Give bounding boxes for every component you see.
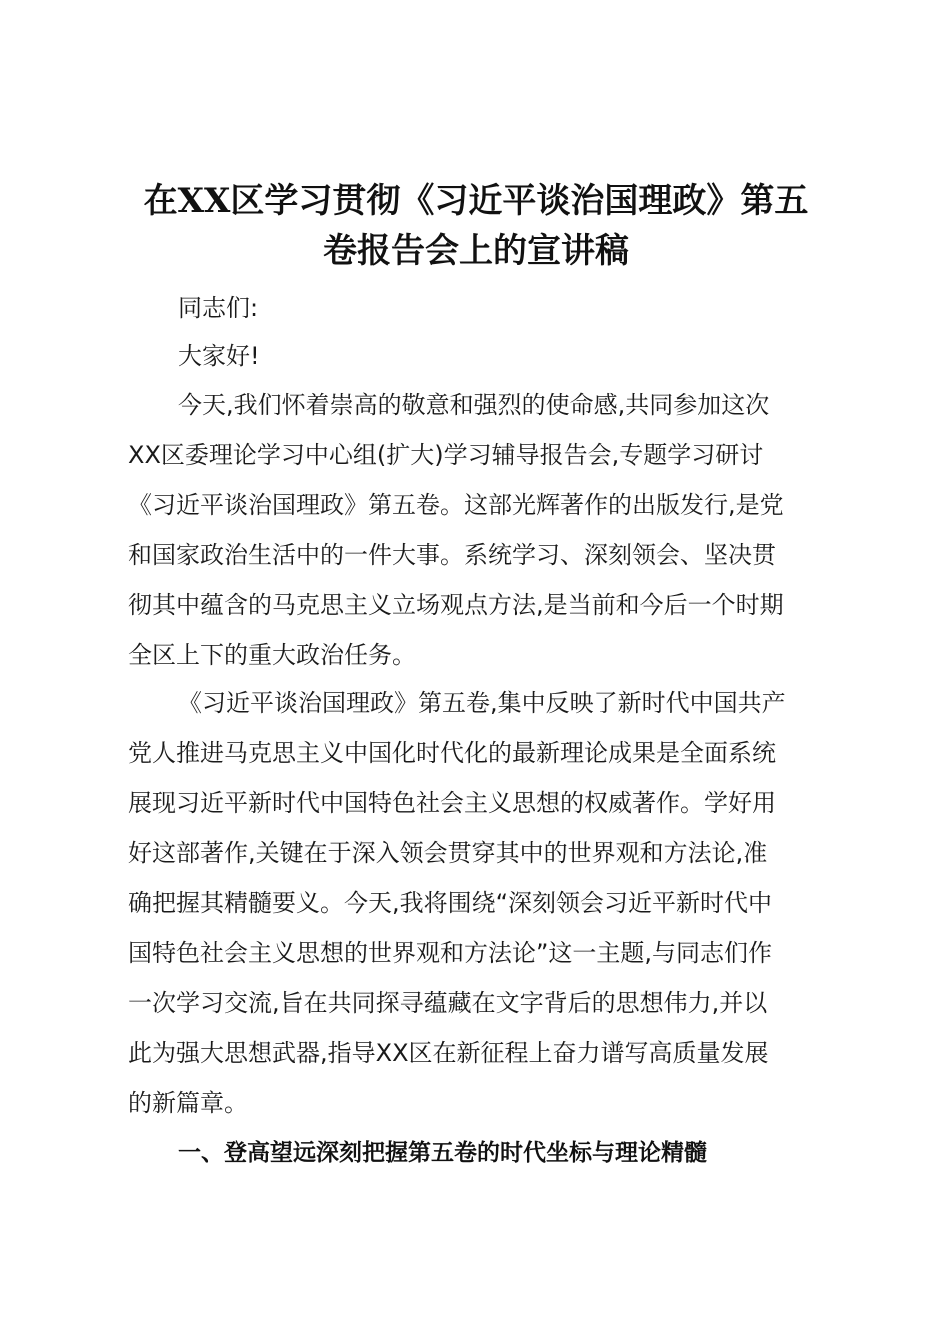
paragraph-line: 《习近平谈治国理政》第五卷。这部光辉著作的出版发行,是党	[128, 491, 784, 519]
paragraph-line: 国特色社会主义思想的世界观和方法论”这一主题,与同志们作	[128, 939, 773, 967]
greeting: 大家好!	[178, 342, 260, 370]
paragraph-line: XX区委理论学习中心组(扩大)学习辅导报告会,专题学习研讨	[128, 441, 764, 469]
paragraph-line: 彻其中蕴含的马克思主义立场观点方法,是当前和今后一个时期	[128, 591, 784, 619]
paragraph-line: 的新篇章。	[128, 1089, 248, 1117]
paragraph-line: 一次学习交流,旨在共同探寻蕴藏在文字背后的思想伟力,并以	[128, 989, 768, 1017]
document-title	[118, 176, 834, 276]
salutation: 同志们:	[178, 294, 259, 322]
paragraph-line: 展现习近平新时代中国特色社会主义思想的权威著作。学好用	[128, 789, 776, 817]
paragraph-line: 和国家政治生活中的一件大事。系统学习、深刻领会、坚决贯	[128, 541, 776, 569]
paragraph-line: 《习近平谈治国理政》第五卷,集中反映了新时代中国共产	[178, 689, 786, 717]
paragraph-line: 今天,我们怀着崇高的敬意和强烈的使命感,共同参加这次	[178, 391, 770, 419]
document-title-line-2: 卷报告会上的宣讲稿	[323, 231, 629, 271]
paragraph-line: 此为强大思想武器,指导XX区在新征程上奋力谱写高质量发展	[128, 1039, 769, 1067]
paragraph-line: 好这部著作,关键在于深入领会贯穿其中的世界观和方法论,准	[128, 839, 768, 867]
paragraph-line: 全区上下的重大政治任务。	[128, 641, 416, 669]
section-heading: 一、登高望远深刻把握第五卷的时代坐标与理论精髓	[178, 1140, 707, 1166]
document-title-line-1: 在XX区学习贯彻《习近平谈治国理政》第五	[143, 181, 809, 221]
paragraph-line: 确把握其精髓要义。今天,我将围绕“深刻领会习近平新时代中	[128, 889, 773, 917]
paragraph-line: 党人推进马克思主义中国化时代化的最新理论成果是全面系统	[128, 739, 776, 767]
